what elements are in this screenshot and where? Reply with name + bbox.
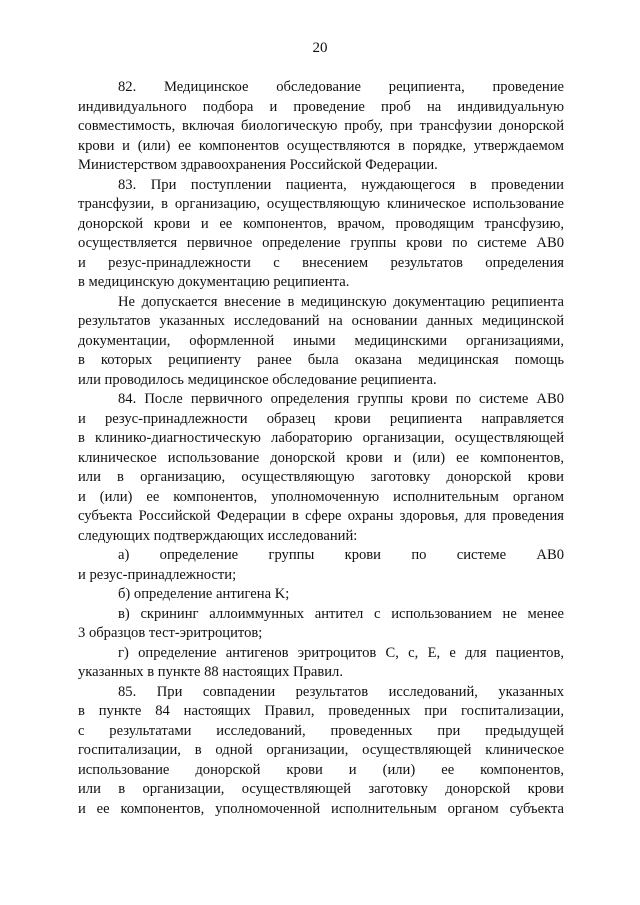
text-line: или в организации, осуществляющей заготовку донорской крови	[78, 781, 564, 797]
text-line: в пункте 84 настоящих Правил, проведенных при госпитализации,	[78, 703, 564, 719]
text-line: в медицинскую документацию реципиента.	[78, 274, 350, 290]
text-line: 85. При совпадении результатов исследований, указанных	[118, 683, 564, 700]
text-line: 3 образцов тест-эритроцитов;	[78, 625, 263, 641]
text-line: или проводилось медицинское обследование реципиента.	[78, 371, 437, 388]
text-line: 82. Медицинское обследование реципиента, проведение	[118, 79, 564, 95]
text-line: клиническое использование донорской крови и (или) ее компонентов,	[78, 449, 564, 466]
text-line: 83. При поступлении пациента, нуждающегося в проведении	[118, 176, 564, 193]
text-line: в клинико-диагностическую лабораторию организации, осуществляющей	[78, 430, 564, 446]
text-line: и ее компонентов, уполномоченной исполнительным органом субъекта	[78, 800, 564, 817]
text-line: б) определение антигена K;	[118, 586, 290, 602]
text-line: г) определение антигенов эритроцитов C, c, E, e для пациентов,	[118, 644, 564, 661]
text-line: и резус-принадлежности образец крови реципиента направляется	[78, 410, 564, 427]
text-line: Министерством здравоохранения Российской Федерации.	[78, 157, 438, 173]
text-line: трансфузии, в организацию, осуществляющую клиническое использование	[78, 196, 564, 212]
text-line: и резус-принадлежности с внесением результатов определения	[78, 254, 564, 271]
text-line: а) определение группы крови по системе AB0	[118, 547, 564, 563]
text-line: осуществляется первичное определение группы крови по системе AB0	[78, 235, 564, 251]
text-line: 84. После первичного определения группы крови по системе AB0	[118, 391, 564, 407]
text-line: крови и (или) ее компонентов осуществляются в порядке, утверждаемом	[78, 137, 564, 154]
text-line: субъекта Российской Федерации в сфере охраны здоровья, для проведения	[78, 508, 564, 524]
text-line: в которых реципиенту ранее была оказана медицинская помощь	[78, 352, 564, 368]
text-line: Не допускается внесение в медицинскую документацию реципиента	[118, 293, 564, 310]
text-line: документации, оформленной иными медицинскими организациями,	[78, 332, 564, 349]
text-line: или в организацию, осуществляющую заготовку донорской крови	[78, 469, 564, 485]
text-line: и (или) ее компонентов, уполномоченную исполнительным органом	[78, 488, 564, 505]
text-line: с результатами исследований, проведенных при предыдущей	[78, 722, 564, 739]
text-line: индивидуального подбора и проведение проб на индивидуальную	[78, 98, 564, 115]
text-line: донорской крови и ее компонентов, врачом, проводящим трансфузию,	[78, 215, 564, 232]
text-line: следующих подтверждающих исследований:	[78, 527, 358, 544]
page-number: 20	[312, 40, 328, 56]
text-line: госпитализации, в одной организации, осуществляющей клиническое	[78, 742, 564, 758]
text-line: совместимость, включая биологическую пробу, при трансфузии донорской	[78, 118, 564, 134]
text-line: и резус-принадлежности;	[78, 566, 237, 583]
document-body	[78, 78, 564, 819]
text-line: в) скрининг аллоиммунных антител с использованием не менее	[118, 605, 564, 622]
text-line: результатов указанных исследований на основании данных медицинской	[78, 313, 564, 329]
text-line: использование донорской крови и (или) ее компонентов,	[78, 761, 564, 778]
text-line: указанных в пункте 88 настоящих Правил.	[78, 664, 343, 680]
